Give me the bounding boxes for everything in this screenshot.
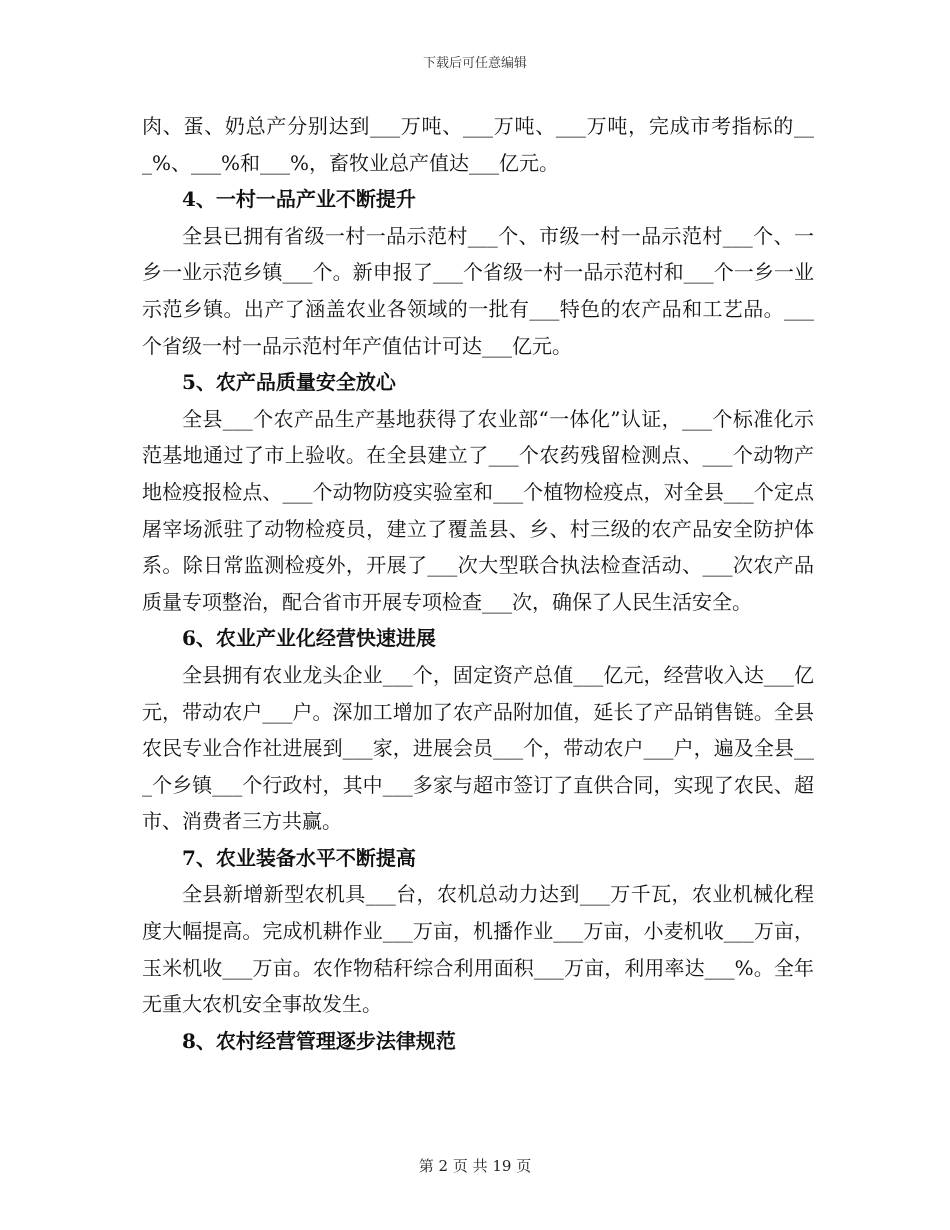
document-body bbox=[142, 108, 814, 1059]
paragraph-section-7: 全县新增新型农机具___台，农机总动力达到___万千瓦，农业机械化程度大幅提高。完成机耕作业___万亩，机播作业___万亩，小麦机收___万亩，玉米机收___万亩。农作物秸秆综合利用面积___万亩，利用率达___%。全年无重大农机安全事故发生。 bbox=[142, 882, 814, 1017]
section-heading-6: 6、农业产业化经营快速进展 bbox=[182, 626, 436, 651]
paragraph-section-4: 全县已拥有省级一村一品示范村___个、市级一村一品示范村___个、一乡一业示范乡镇___个。新申报了___个省级一村一品示范村和___个一乡一业示范乡镇。出产了涵盖农业各领域的一批有___特色的农产品和工艺品。___个省级一村一品示范村年产值估计可达___亿元。 bbox=[142, 223, 814, 358]
section-heading-4: 4、一村一品产业不断提升 bbox=[182, 187, 416, 212]
paragraph-section-6: 全县拥有农业龙头企业___个，固定资产总值___亿元，经营收入达___亿元，带动农户___户。深加工增加了农产品附加值，延长了产品销售链。全县农民专业合作社进展到___家，进展会员___个，带动农户___户，遍及全县___个乡镇___个行政村，其中___多家与超市签订了直供合同，实现了农民、超市、消费者三方共赢。 bbox=[142, 662, 814, 834]
section-heading-7: 7、农业装备水平不断提高 bbox=[182, 845, 416, 870]
paragraph-livestock: 肉、蛋、奶总产分别达到___万吨、___万吨、___万吨，完成市考指标的___%、___%和___%，畜牧业总产值达___亿元。 bbox=[142, 114, 814, 175]
paragraph-section-5: 全县___个农产品生产基地获得了农业部“一体化”认证，___个标准化示范基地通过了市上验收。在全县建立了___个农药残留检测点、___个动物产地检疫报检点、___个动物防疫实验室和___个植物检疫点，对全县___个定点屠宰场派驻了动物检疫员，建立了覆盖县、乡、村三级的农产品安全防护体系。除日常监测检疫外，开展了___次大型联合执法检查活动、___次农产品质量专项整治，配合省市开展专项检查___次，确保了人民生活安全。 bbox=[142, 406, 814, 614]
section-heading-5: 5、农产品质量安全放心 bbox=[182, 370, 396, 395]
page-number-footer: 第 2 页 共 19 页 bbox=[418, 1157, 532, 1175]
section-heading-8: 8、农村经营管理逐步法律规范 bbox=[182, 1028, 456, 1053]
page-header: 下载后可任意编辑 bbox=[422, 56, 527, 71]
